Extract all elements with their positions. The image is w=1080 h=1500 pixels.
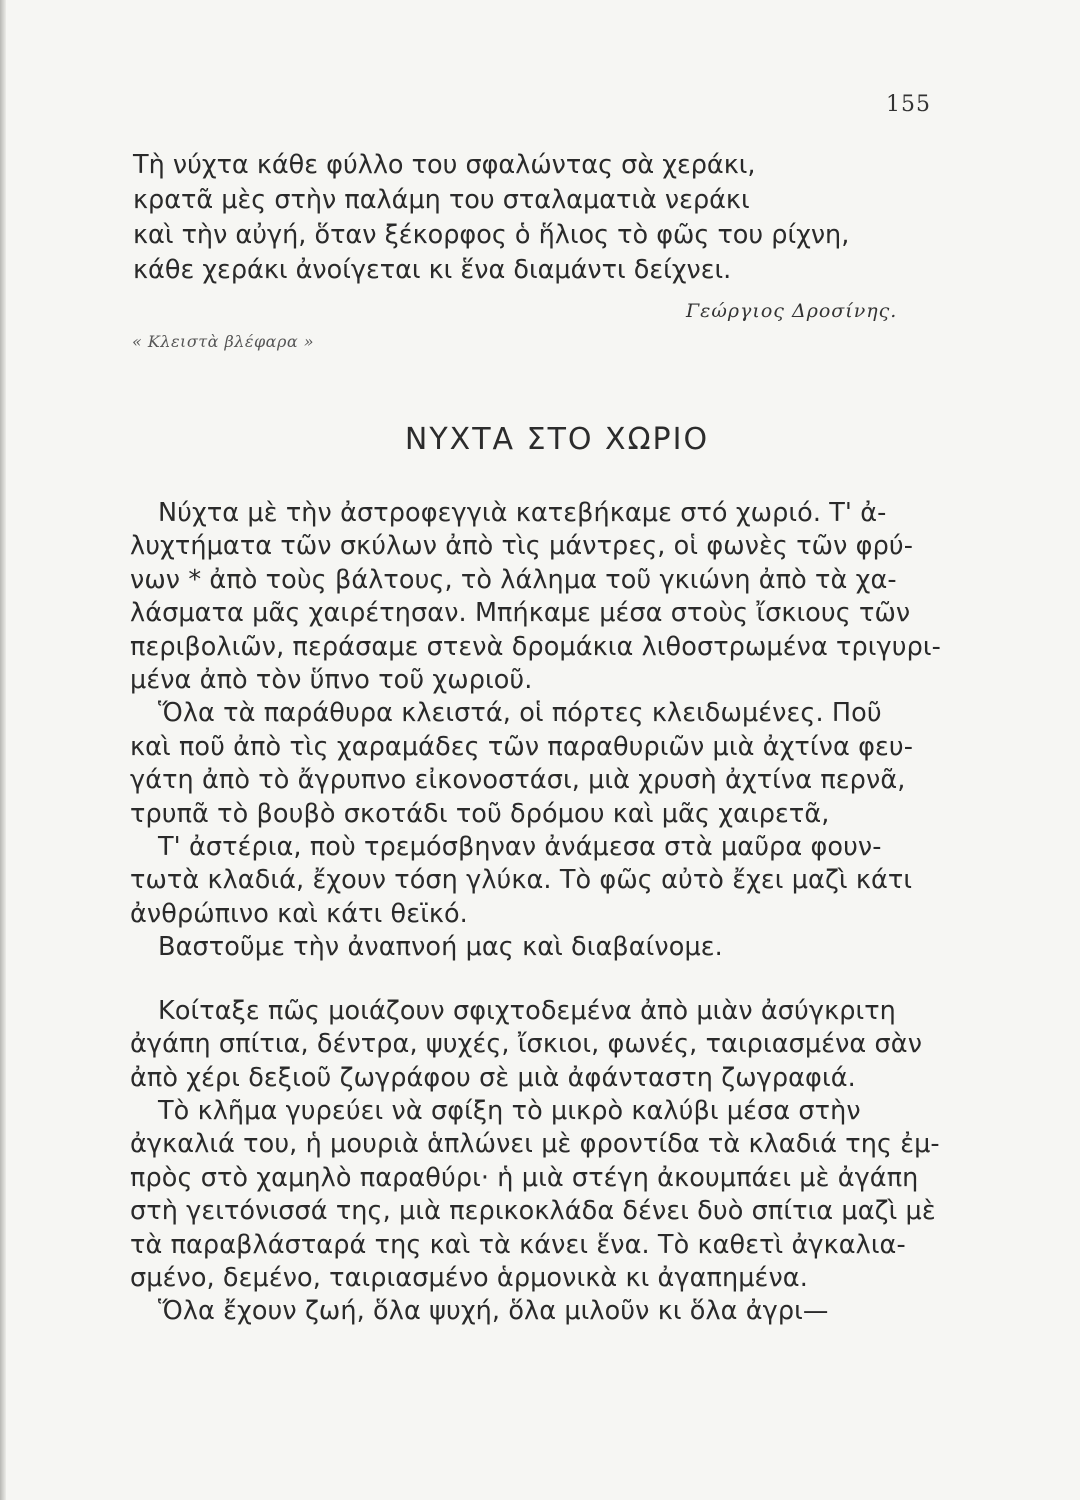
text-line: τρυπᾶ τὸ βουβὸ σκοτάδι τοῦ δρόμου καὶ μᾶς χαιρετᾶ, (130, 798, 830, 829)
poem-line: Τὴ νύχτα κάθε φύλλο του σφαλώντας σὰ χεράκι, (133, 150, 756, 180)
text-line: Νύχτα μὲ τὴν ἀστροφεγγιὰ κατεβήκαμε στό χωριό. Τ' ἀ- (158, 498, 887, 528)
article-title: ΝΥΧΤΑ ΣΤΟ ΧΩΡΙΟ (404, 422, 710, 457)
text-line: ἀγκαλιά του, ἡ μουριὰ ἁπλώνει μὲ φροντίδα τὰ κλαδιά της ἐμ- (130, 1129, 940, 1160)
poem-line: καὶ τὴν αὐγή, ὅταν ξέκορφος ὁ ἥλιος τὸ φῶς του ρίχνη, (133, 220, 850, 250)
text-line: τωτὰ κλαδιά, ἔχουν τόση γλύκα. Τὸ φῶς αὐτὸ ἔχει μαζὶ κάτι (130, 865, 913, 896)
text-line: λάσματα μᾶς χαιρέτησαν. Μπήκαμε μέσα στοὺς ἴσκιους τῶν (130, 598, 911, 629)
text-line: τὰ παραβλάσταρά της καὶ τὰ κάνει ἕνα. Τὸ καθετὶ ἀγκαλια- (130, 1229, 906, 1260)
poem-line: κρατᾶ μὲς στὴν παλάμη του σταλαματιὰ νεράκι (133, 185, 750, 215)
text-line: Τὸ κλῆμα γυρεύει νὰ σφίξη τὸ μικρὸ καλύβι μέσα στὴν (158, 1095, 861, 1126)
text-line: ἀπὸ χέρι δεξιοῦ ζωγράφου σὲ μιὰ ἀφάνταστη ζωγραφιά. (130, 1062, 856, 1093)
text-line: σμένο, δεμένο, ταιριασμένο ἁρμονικὰ κι ἀγαπημένα. (130, 1262, 808, 1293)
poem-line: κάθε χεράκι ἀνοίγεται κι ἕνα διαμάντι δείχνει. (133, 255, 732, 285)
text-line: Κοίταξε πῶς μοιάζουν σφιχτοδεμένα ἀπὸ μιὰν ἀσύγκριτη (158, 995, 896, 1026)
text-line: Τ' ἀστέρια, ποὺ τρεμόσβηναν ἀνάμεσα στὰ μαῦρα φουν- (158, 832, 882, 863)
text-line: στὴ γειτόνισσά της, μιὰ περικοκλάδα δένει δυὸ σπίτια μαζὶ μὲ (130, 1196, 936, 1227)
text-line: καὶ ποῦ ἀπὸ τὶς χαραμάδες τῶν παραθυριῶν μιὰ ἀχτίνα φευ- (130, 731, 914, 762)
text-line: λυχτήματα τῶν σκύλων ἀπὸ τὶς μάντρες, οἱ φωνὲς τῶν φρύ- (130, 531, 914, 562)
page-edge-shadow (0, 0, 6, 1500)
text-line: νων * ἀπὸ τοὺς βάλτους, τὸ λάλημα τοῦ γκιώνη ἀπὸ τὰ χα- (130, 564, 897, 595)
paragraph-gap (130, 965, 940, 995)
text-line: ἀγάπη σπίτια, δέντρα, ψυχές, ἴσκιοι, φωνές, ταιριασμένα σὰν (130, 1029, 923, 1060)
text-line: πρὸς στὸ χαμηλὸ παραθύρι· ἡ μιὰ στέγη ἀκουμπάει μὲ ἀγάπη (130, 1162, 919, 1193)
poem-author: Γεώργιος Δροσίνης. (686, 300, 898, 322)
text-line: Ὅλα τὰ παράθυρα κλειστά, οἱ πόρτες κλειδωμένες. Ποῦ (158, 698, 882, 729)
poem-source: « Κλειστὰ βλέφαρα » (132, 332, 315, 351)
text-line: Ὅλα ἔχουν ζωή, ὅλα ψυχή, ὅλα μιλοῦν κι ὅλα ἀγρι— (158, 1296, 829, 1327)
text-line: Βαστοῦμε τὴν ἀναπνοή μας καὶ διαβαίνομε. (158, 932, 723, 963)
poem (133, 148, 933, 288)
text-line: μένα ἀπὸ τὸν ὕπνο τοῦ χωριοῦ. (130, 665, 533, 696)
text-line: ἀνθρώπινο καὶ κάτι θεϊκό. (130, 898, 468, 929)
article-body (130, 497, 940, 1329)
text-line: περιβολιῶν, περάσαμε στενὰ δρομάκια λιθοστρωμένα τριγυρι- (130, 631, 941, 662)
text-line: γάτη ἀπὸ τὸ ἄγρυπνο εἰκονοστάσι, μιὰ χρυσὴ ἀχτίνα περνᾶ, (130, 765, 906, 796)
page-number: 155 (886, 92, 931, 117)
